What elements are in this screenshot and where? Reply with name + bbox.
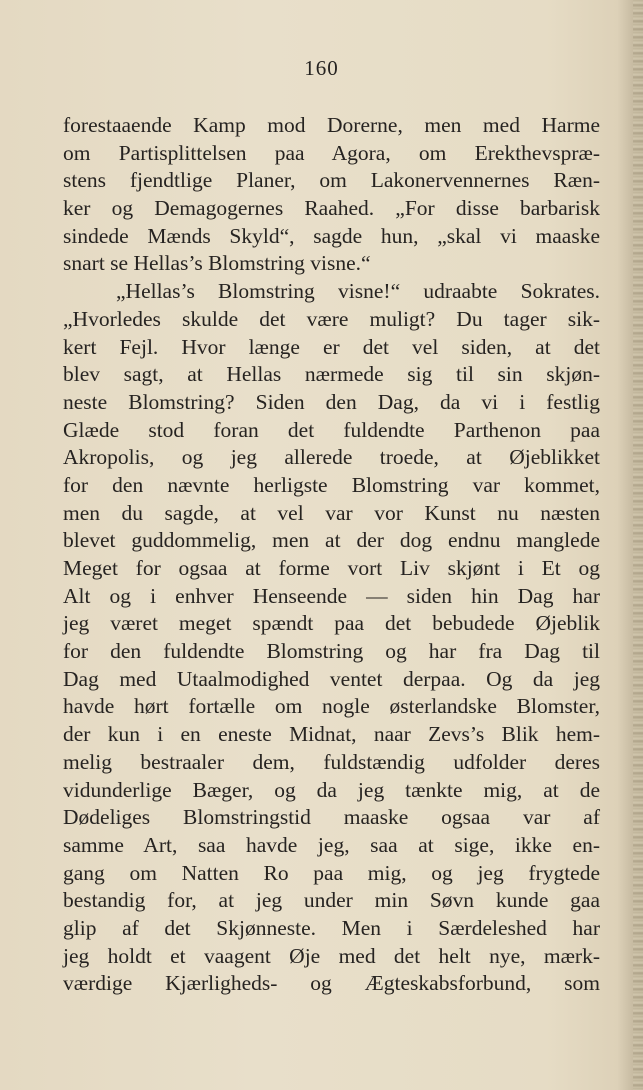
text-line: Dødeliges Blomstringstid maaske ogsaa var af [63,805,600,830]
text-line: men du sagde, at vel var vor Kunst nu næsten [63,500,600,525]
text-line: sindede Mænds Skyld“, sagde hun, „skal vi maaske [63,223,600,248]
text-line: forestaaende Kamp mod Dorerne, men med Harme [63,113,600,137]
text-line: neste Blomstring? Siden den Dag, da vi i festlig [63,389,600,414]
text-line: stens fjendtlige Planer, om Lakonervennernes Ræn- [63,168,600,193]
text-line: havde hørt fortælle om nogle østerlandske Blomster, [63,694,600,719]
text-line: jeg holdt et vaagent Øje med det helt nye, mærk- [63,943,600,968]
text-line: Glæde stod foran det fuldendte Parthenon paa [63,417,600,442]
text-line: Alt og i enhver Henseende — siden hin Dag har [63,583,600,608]
text-line: Akropolis, og jeg allerede troede, at Øjeblikket [63,445,600,470]
text-line: ker og Demagogernes Raahed. „For disse barbarisk [63,196,600,221]
text-line: gang om Natten Ro paa mig, og jeg frygtede [63,860,600,885]
text-line: om Partisplittelsen paa Agora, om Erekthevspræ- [63,140,600,165]
text-line: bestandig for, at jeg under min Søvn kunde gaa [63,888,600,913]
text-line: blev sagt, at Hellas nærmede sig til sin skjøn- [63,362,600,387]
page-number: 160 [304,56,339,80]
text-line: blevet guddommelig, men at der dog endnu manglede [63,528,600,553]
text-line: snart se Hellas’s Blomstring visne.“ [63,251,371,276]
text-line: jeg været meget spændt paa det bebudede Øjeblik [63,611,600,636]
text-line: kert Fejl. Hvor længe er det vel siden, at det [63,334,600,359]
text-line: samme Art, saa havde jeg, saa at sige, ikke en- [63,832,600,857]
text-line: „Hellas’s Blomstring visne!“ udraabte Sokrates. [116,279,600,304]
text-line: værdige Kjærligheds- og Ægteskabsforbund, som [63,971,600,996]
text-line: Dag med Utaalmodighed ventet derpaa. Og da jeg [63,666,600,691]
body-text [63,112,600,998]
text-line: „Hvorledes skulde det være muligt? Du tager sik- [63,306,600,331]
text-line: for den nævnte herligste Blomstring var kommet, [63,472,600,497]
text-line: glip af det Skjønneste. Men i Særdeleshed har [63,915,600,940]
text-line: Meget for ogsaa at forme vort Liv skjønt i Et og [63,556,600,580]
page-edge [633,0,643,1090]
text-line: der kun i en eneste Midnat, naar Zevs’s Blik hem- [63,722,600,747]
text-line: for den fuldendte Blomstring og har fra Dag til [63,639,600,664]
text-line: vidunderlige Bæger, og da jeg tænkte mig, at de [63,777,600,802]
text-line: melig bestraaler dem, fuldstændig udfolder deres [63,749,600,774]
